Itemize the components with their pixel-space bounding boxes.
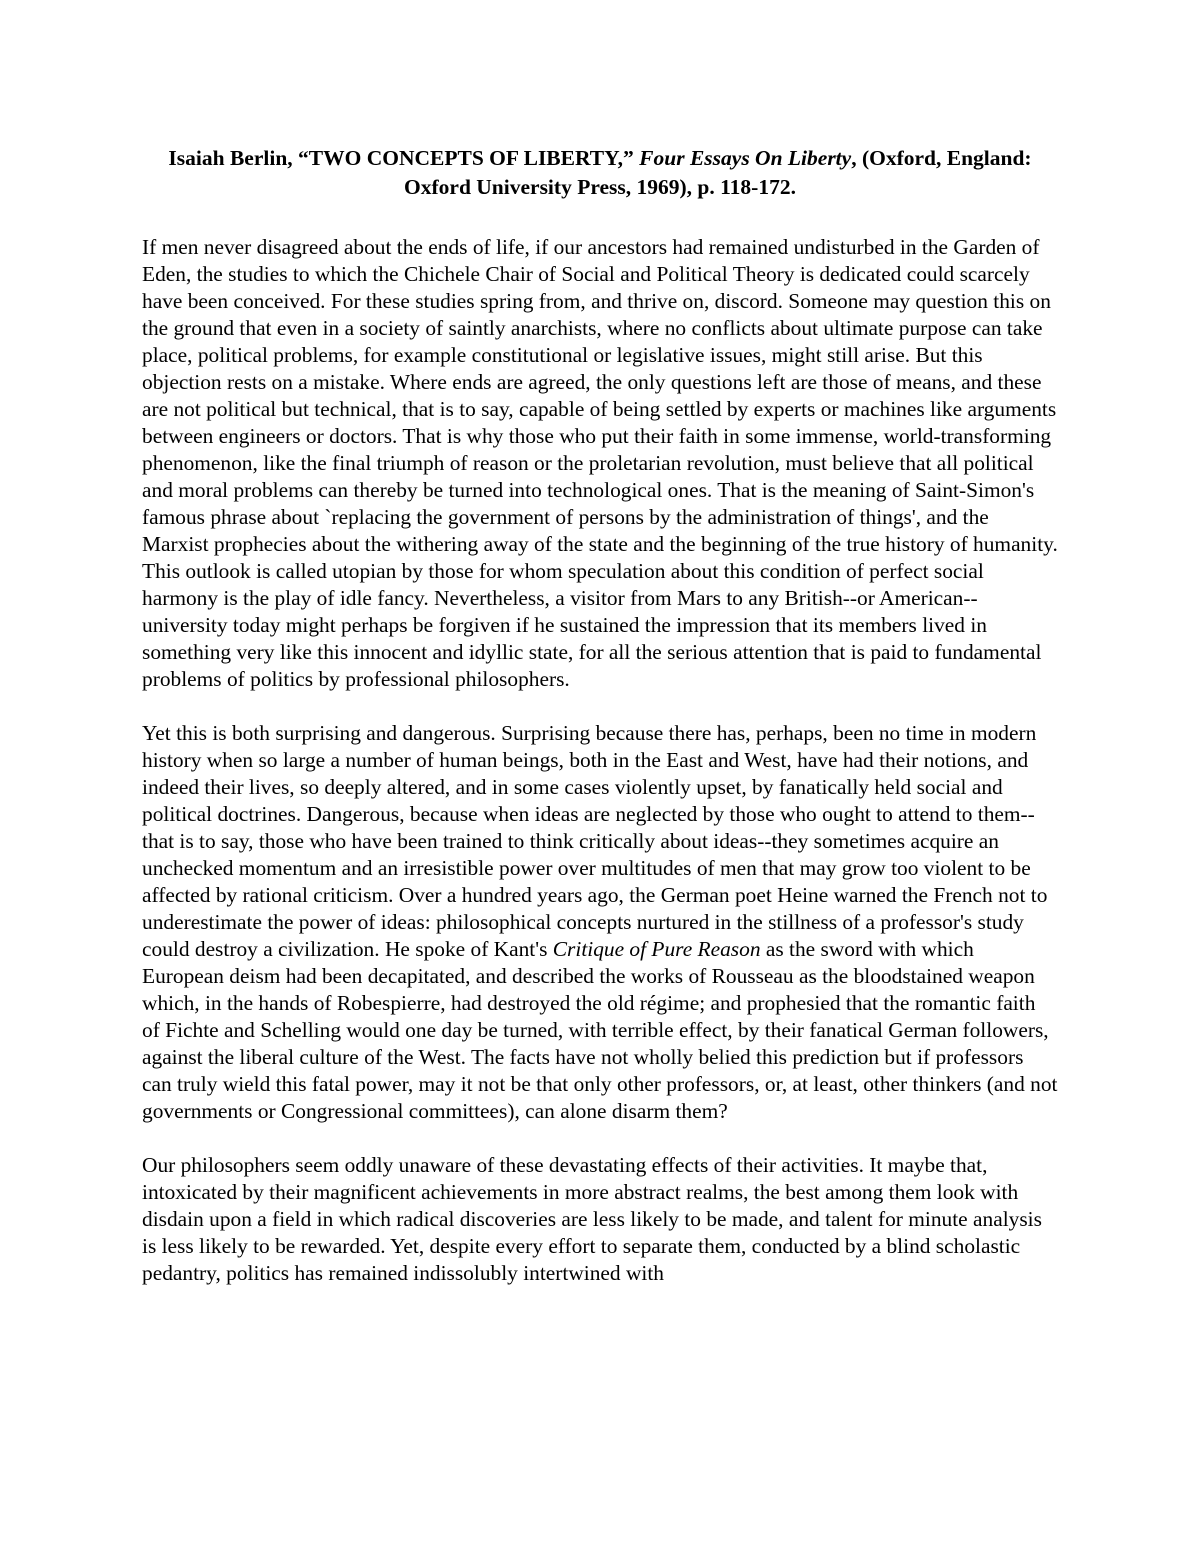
- paragraph-2-text-before: Yet this is both surprising and dangerous. Surprising because there has, perhaps, been no time in modern history when so large a number of human beings, both in the East and West, have had their notions, and indeed their lives, so deeply altered, and in some cases violently upset, by fanatically held social and political doctrines. Dangerous, because when ideas are neglected by those who ought to attend to them--that is to say, those who have been trained to think critically about ideas--they sometimes acquire an unchecked momentum and an irresistible power over multitudes of men that may grow too violent to be affected by rational criticism. Over a hundred years ago, the German poet Heine warned the French not to underestimate the power of ideas: philosophical concepts nurtured in the stillness of a professor's study could destroy a civilization. He spoke of Kant's: [142, 721, 1048, 961]
- citation-heading: [142, 144, 1058, 202]
- citation-author: Isaiah Berlin,: [168, 146, 299, 170]
- citation-book-title: Four Essays On Liberty: [639, 146, 852, 170]
- paragraph-3: Our philosophers seem oddly unaware of these devastating effects of their activities. It maybe that, intoxicated by their magnificent achievements in more abstract realms, the best among them look with disdain upon a field in which radical discoveries are less likely to be made, and talent for minute analysis is less likely to be rewarded. Yet, despite every effort to separate them, conducted by a blind scholastic pedantry, politics has remained indissolubly intertwined with: [142, 1153, 1042, 1285]
- citation-publication: , (Oxford, England: Oxford University Press, 1969), p. 118-172.: [404, 146, 1032, 199]
- document-page: [142, 144, 1058, 1314]
- paragraph-2-text-after: as the sword with which European deism had been decapitated, and described the works of Rousseau as the bloodstained weapon which, in the hands of Robespierre, had destroyed the old régime; and prophesied that the romantic faith of Fichte and Schelling would one day be turned, with terrible effect, by their fanatical German followers, against the liberal culture of the West. The facts have not wholly belied this prediction but if professors can truly wield this fatal power, may it not be that only other professors, or, at least, other thinkers (and not governments or Congressional committees), can alone disarm them?: [142, 937, 1058, 1123]
- paragraph-1: If men never disagreed about the ends of life, if our ancestors had remained undisturbed in the Garden of Eden, the studies to which the Chichele Chair of Social and Political Theory is dedicated could scarcely have been conceived. For these studies spring from, and thrive on, discord. Someone may question this on the ground that even in a society of saintly anarchists, where no conflicts about ultimate purpose can take place, political problems, for example constitutional or legislative issues, might still arise. But this objection rests on a mistake. Where ends are agreed, the only questions left are those of means, and these are not political but technical, that is to say, capable of being settled by experts or machines like arguments between engineers or doctors. That is why those who put their faith in some immense, world-transforming phenomenon, like the final triumph of reason or the proletarian revolution, must believe that all political and moral problems can thereby be turned into technological ones. That is the meaning of Saint-Simon's famous phrase about `replacing the government of persons by the administration of things', and the Marxist prophecies about the withering away of the state and the beginning of the true history of humanity. This outlook is called utopian by those for whom speculation about this condition of perfect social harmony is the play of idle fancy. Nevertheless, a visitor from Mars to any British--or American-- university today might perhaps be forgiven if he sustained the impression that its members lived in something very like this innocent and idyllic state, for all the serious attention that is paid to fundamental problems of politics by professional philosophers.: [142, 235, 1058, 691]
- paragraph-2: [142, 720, 1058, 1125]
- citation-essay-title: “TWO CONCEPTS OF LIBERTY,”: [298, 146, 634, 170]
- paragraph-2-italic-title: Critique of Pure Reason: [552, 937, 761, 961]
